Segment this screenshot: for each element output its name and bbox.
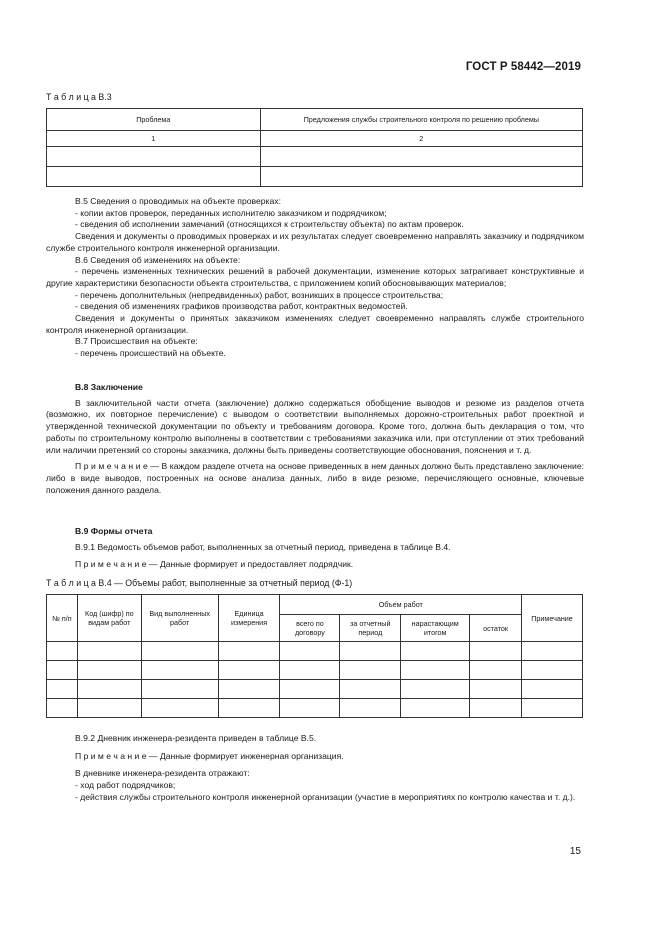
col-volume-header: Объем работ xyxy=(280,595,522,615)
col-kind-header: Вид выполненных работ xyxy=(141,595,218,642)
table-b3-caption: Т а б л и ц а В.3 xyxy=(46,92,112,102)
table-b3-header-proposals: Предложения службы строительного контроля по решению проблемы xyxy=(260,109,582,131)
col-rest-header: остаток xyxy=(470,615,522,642)
b92-note xyxy=(46,751,584,763)
b8-note xyxy=(46,461,584,496)
b9-note xyxy=(46,559,584,571)
b8-heading: В.8 Заключение xyxy=(75,382,143,392)
section-b9 xyxy=(46,526,584,571)
b92-text: В.9.2 Дневник инженера-резидента приведен в таблице В.5. xyxy=(75,733,317,743)
table-b3-colnum: 1 xyxy=(47,131,261,147)
table-row xyxy=(260,167,582,187)
table-row xyxy=(47,147,261,167)
note-label: П р и м е ч а н и е xyxy=(75,750,147,761)
note-text: — В каждом разделе отчета на основе приведенных в нем данных должно быть представлено заключение: либо в виде выводов, построенных на основе анализа данных, либо в виде резюме, перечисляющего основные, ключевые положения данного раздела. xyxy=(46,461,585,495)
list-item: - сведения об исполнении замечаний (относящихся к строительству объекта) по актам проверок. xyxy=(75,219,464,230)
table-row xyxy=(47,661,583,680)
col-num-header: № п/п xyxy=(47,595,78,642)
table-b3-colnum: 2 xyxy=(260,131,582,147)
table-row xyxy=(47,680,583,699)
col-unit-header: Единица измерения xyxy=(218,595,280,642)
b92-intro: В дневнике инженера-резидента отражают: xyxy=(75,768,250,779)
section-b8 xyxy=(46,382,584,496)
list-item: - перечень измененных технических решений в рабочей документации, изменение которых затрагивает конструктивные и другие характеристики безопасности объекта строительства, с приложением копий обосновывающих материалов; xyxy=(46,266,584,288)
b91-text: В.9.1 Ведомость объемов работ, выполненных за отчетный период, приведена в таблице В.4. xyxy=(75,541,451,552)
b6-title: В.6 Сведения об изменениях на объекте: xyxy=(75,254,241,265)
table-b4-caption-prefix: Т а б л и ц а В.4 xyxy=(46,578,112,588)
sections-b5-b7 xyxy=(46,196,584,360)
b7-title: В.7 Происшествия на объекте: xyxy=(75,336,198,347)
table-b4-caption xyxy=(46,578,352,588)
list-item: - копии актов проверок, переданных исполнителю заказчиком и подрядчиком; xyxy=(75,207,387,218)
table-row xyxy=(47,699,583,718)
b6-paragraph: Сведения и документы о принятых заказчиком изменениях следует своевременно направлять службе строительного контроля инженерной организации. xyxy=(46,313,584,335)
table-b4 xyxy=(46,594,583,718)
col-code-header: Код (шифр) по видам работ xyxy=(77,595,141,642)
list-item: - перечень дополнительных (непредвиденных) работ, возникших в процессе строительства; xyxy=(75,289,444,300)
table-row xyxy=(47,642,583,661)
table-b4-caption-text: — Объемы работ, выполненные за отчетный период (Ф-1) xyxy=(111,578,353,588)
b8-paragraph: В заключительной части отчета (заключение) должно содержаться обобщение выводов и резюме из разделов отчета (возможно, их повторное перечисление) с выводом о соответствии выполняемых дорожно-строительных работ проектной и утвержденной технической документации по объекту и требованиям договора. Кроме того, должна быть декларация о том, что работы по строительному контролю выполнены в соответствии с требованиями заказчика или, при отступлении от этих требований или наличии претензий со стороны заказчика, должны быть приведены соответствующие обоснования, пояснения и т. д. xyxy=(46,397,584,455)
page-number: 15 xyxy=(569,846,581,857)
b9-heading: В.9 Формы отчета xyxy=(75,526,153,536)
col-period-header: за отчетный период xyxy=(340,615,401,642)
list-item: - ход работ подрядчиков; xyxy=(75,780,176,791)
b5-paragraph: Сведения и документы о проводимых проверках и их результатах следует своевременно направлять заказчику и подрядчиком службе строительного контроля инженерной организации. xyxy=(46,231,584,253)
note-text: — Данные формирует инженерная организация. xyxy=(146,750,344,761)
section-b92 xyxy=(46,733,584,804)
table-b3 xyxy=(46,108,583,187)
document-id: ГОСТ Р 58442—2019 xyxy=(465,61,581,73)
table-row xyxy=(260,147,582,167)
table-row xyxy=(47,167,261,187)
list-item: - сведения об изменениях графиков производства работ, контрактных ведомостей. xyxy=(75,301,408,312)
table-b3-header-problem: Проблема xyxy=(47,109,261,131)
list-item: - перечень происшествий на объекте. xyxy=(75,348,226,359)
note-label: П р и м е ч а н и е xyxy=(75,559,147,570)
list-item: - действия службы строительного контроля инженерной организации (участие в мероприятиях по контролю качества и т. д.). xyxy=(75,791,576,802)
note-label: П р и м е ч а н и е xyxy=(75,461,148,472)
b5-title: В.5 Сведения о проводимых на объекте проверках: xyxy=(75,196,281,206)
col-cumulative-header: нарастающим итогом xyxy=(401,615,470,642)
col-contract-header: всего по договору xyxy=(280,615,340,642)
col-note-header: Примечание xyxy=(522,595,583,642)
note-text: — Данные формирует и предоставляет подрядчик. xyxy=(146,559,354,570)
